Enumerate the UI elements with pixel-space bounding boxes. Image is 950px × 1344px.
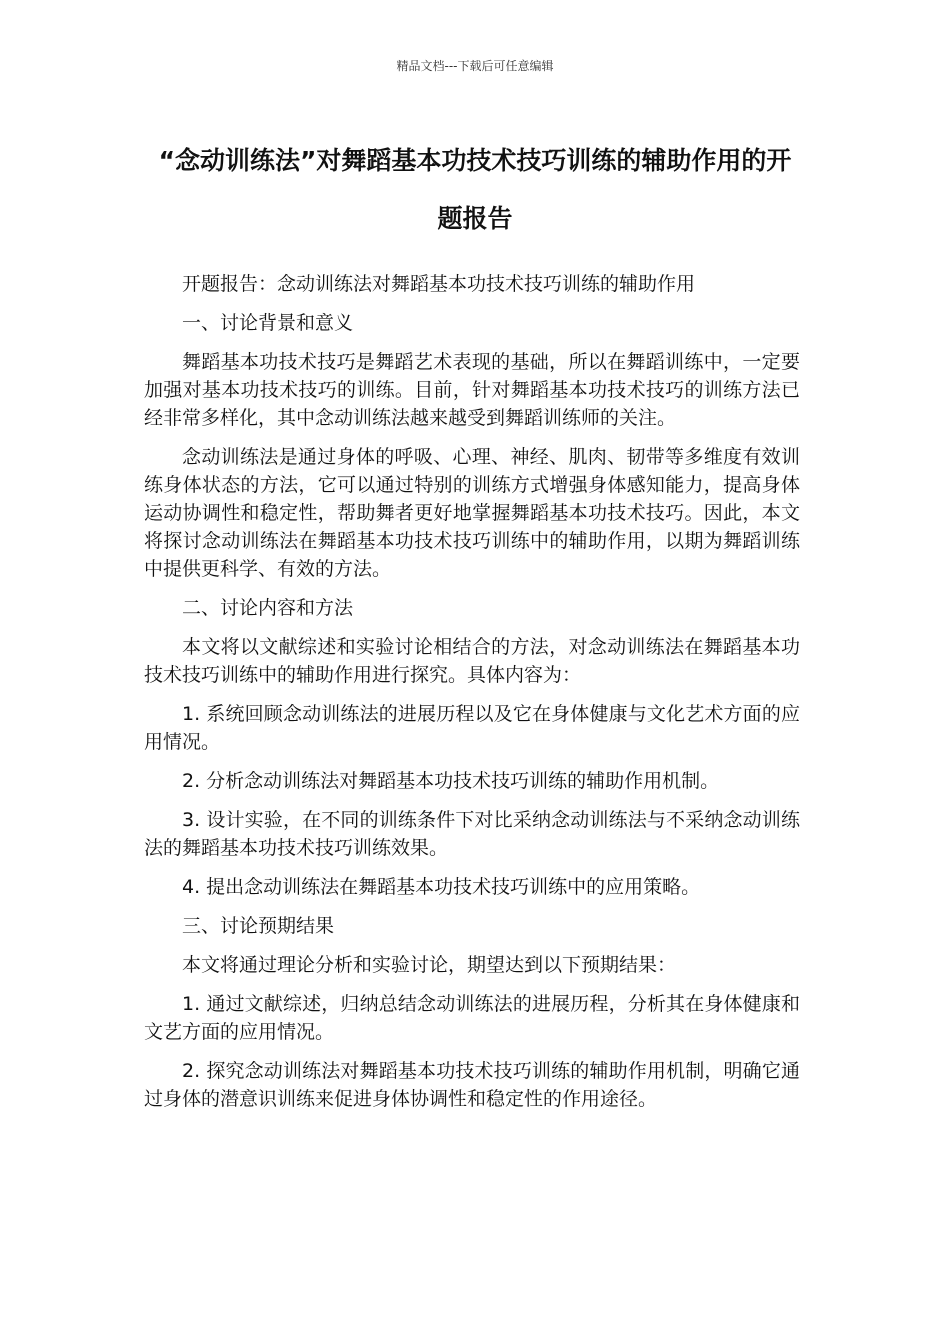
paragraph-expected-results: 本文将通过理论分析和实验讨论，期望达到以下预期结果： <box>182 954 677 976</box>
result-item-1: 1. 通过文献综述，归纳总结念动训练法的进展历程，分析其在身体健康和文艺方面的应用情况。 <box>144 993 800 1043</box>
paragraph-background-2: 念动训练法是通过身体的呼吸、心理、神经、肌肉、韧带等多维度有效训练身体状态的方法，它可以通过特别的训练方式增强身体感知能力，提高身体运动协调性和稳定性，帮助舞者更好地掌握舞蹈基本功技术技巧。因此，本文将探讨念动训练法在舞蹈基本功技术技巧训练中的辅助作用，以期为舞蹈训练中提供更科学、有效的方法。 <box>144 446 800 580</box>
section-heading-background: 一、讨论背景和意义 <box>182 312 354 334</box>
content-item-2: 2. 分析念动训练法对舞蹈基本功技术技巧训练的辅助作用机制。 <box>182 770 720 792</box>
paragraph-background-1: 舞蹈基本功技术技巧是舞蹈艺术表现的基础，所以在舞蹈训练中，一定要加强对基本功技术技巧的训练。目前，针对舞蹈基本功技术技巧的训练方法已经非常多样化，其中念动训练法越来越受到舞蹈训练师的关注。 <box>144 351 800 429</box>
report-intro: 开题报告：念动训练法对舞蹈基本功技术技巧训练的辅助作用 <box>182 273 696 295</box>
paragraph-content-method: 本文将以文献综述和实验讨论相结合的方法，对念动训练法在舞蹈基本功技术技巧训练中的辅助作用进行探究。具体内容为： <box>144 636 800 686</box>
page-header: 精品文档---下载后可任意编辑 <box>396 59 554 73</box>
content-item-4: 4. 提出念动训练法在舞蹈基本功技术技巧训练中的应用策略。 <box>182 876 701 898</box>
section-heading-content-method: 二、讨论内容和方法 <box>182 597 354 619</box>
content-item-1: 1. 系统回顾念动训练法的进展历程以及它在身体健康与文化艺术方面的应用情况。 <box>144 703 800 753</box>
result-item-2: 2. 探究念动训练法对舞蹈基本功技术技巧训练的辅助作用机制，明确它通过身体的潜意识训练来促进身体协调性和稳定性的作用途径。 <box>144 1060 800 1110</box>
document-title: “念动训练法”对舞蹈基本功技术技巧训练的辅助作用的开题报告 <box>158 146 792 233</box>
content-item-3: 3. 设计实验，在不同的训练条件下对比采纳念动训练法与不采纳念动训练法的舞蹈基本功技术技巧训练效果。 <box>144 809 800 859</box>
document-body <box>144 270 800 1124</box>
section-heading-expected-results: 三、讨论预期结果 <box>182 915 335 937</box>
